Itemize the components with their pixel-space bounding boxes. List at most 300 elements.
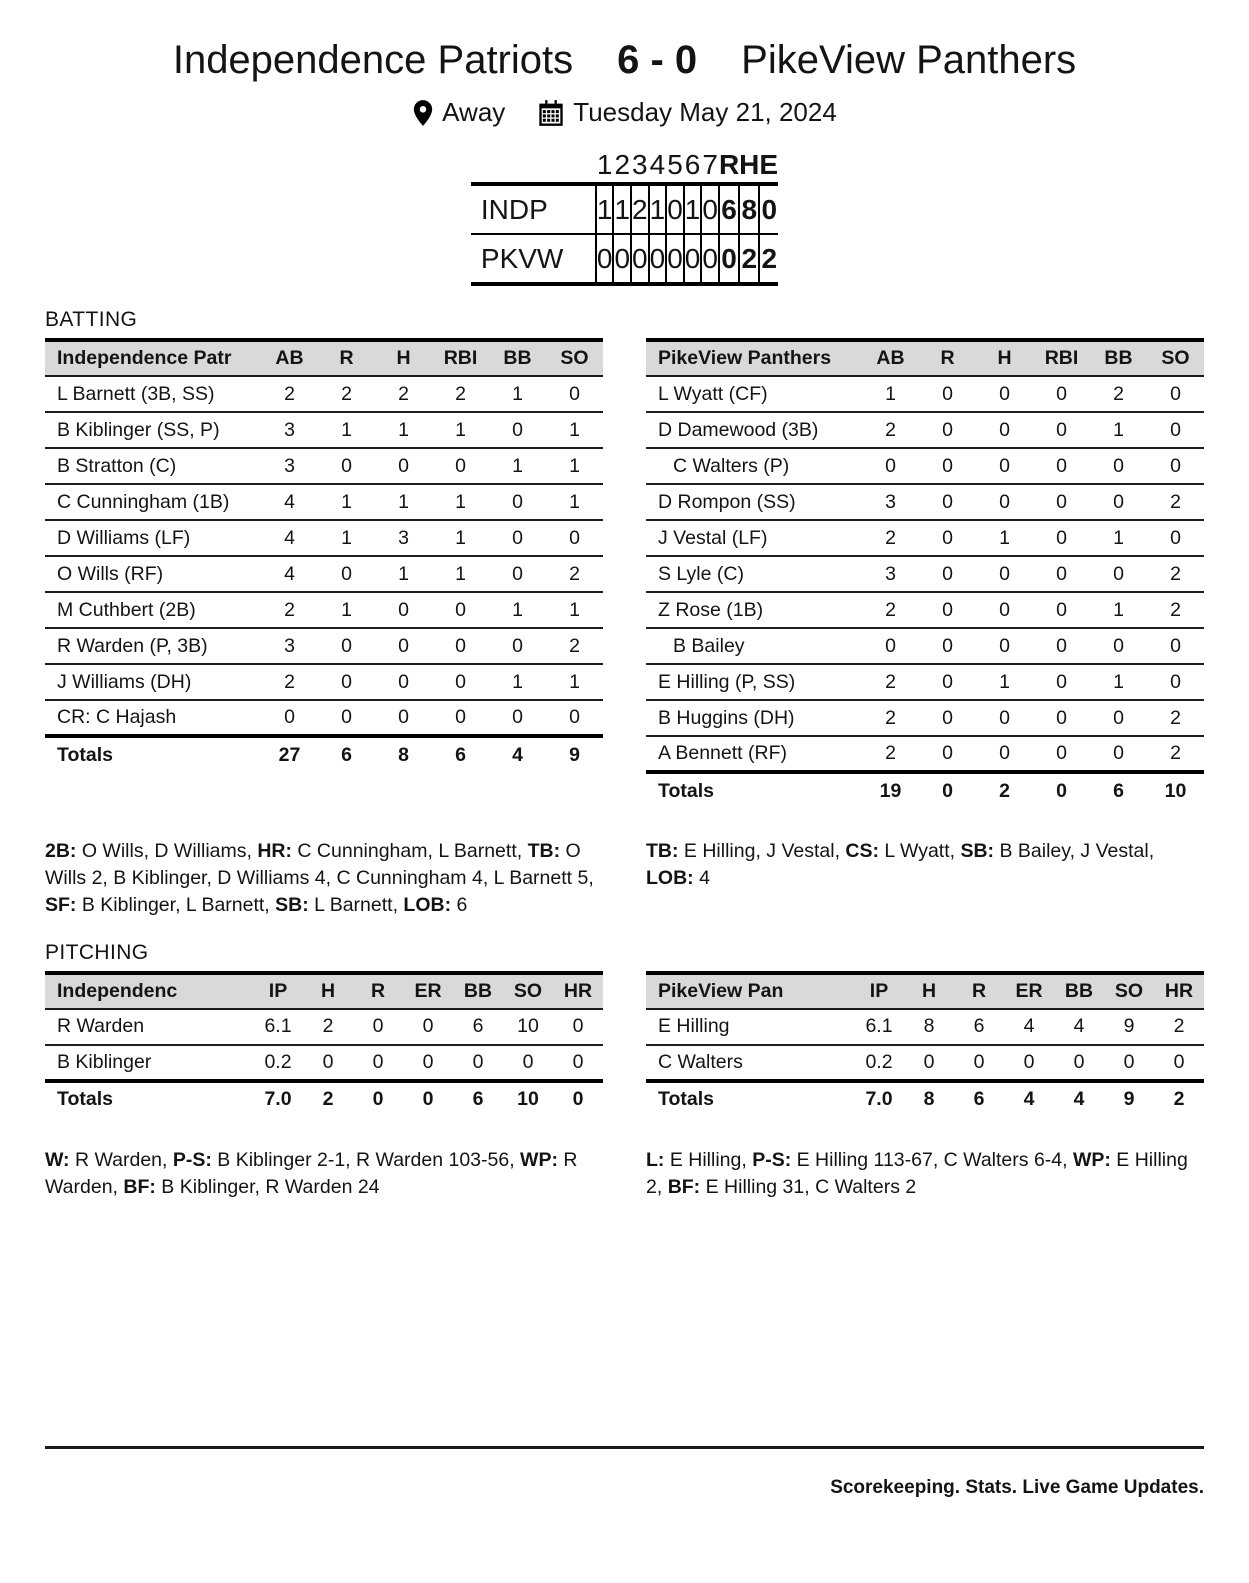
inning-score: 0 — [649, 234, 667, 284]
stat-value: 1 — [375, 484, 432, 520]
stat-value: 0 — [489, 484, 546, 520]
stat-value: 2 — [261, 664, 318, 700]
totals-value: 4 — [489, 736, 546, 772]
stat-value: 0 — [261, 700, 318, 736]
pitching-table-away — [45, 971, 603, 1117]
stat-value: 1 — [432, 412, 489, 448]
stat-value: 0 — [546, 376, 603, 412]
stat-value: 6.1 — [854, 1009, 904, 1045]
stat-value: 4 — [1054, 1009, 1104, 1045]
stat-column-header: H — [904, 973, 954, 1009]
inning-header: 3 — [632, 149, 648, 180]
stat-column-header: R — [318, 340, 375, 376]
totals-label: Totals — [646, 772, 862, 808]
stat-value: 0 — [976, 412, 1033, 448]
stat-column-header: SO — [1104, 973, 1154, 1009]
stat-column-header: HR — [1154, 973, 1204, 1009]
stat-value: 0 — [1090, 628, 1147, 664]
stat-value: 1 — [489, 448, 546, 484]
stat-value: 0 — [1147, 520, 1204, 556]
totals-value: 7.0 — [253, 1081, 303, 1117]
totals-value: 6 — [453, 1081, 503, 1117]
stat-value: 1 — [318, 520, 375, 556]
stat-value: 0 — [976, 448, 1033, 484]
inning-score: 1 — [613, 184, 631, 234]
totals-value: 0 — [353, 1081, 403, 1117]
player-row — [646, 592, 1204, 628]
stat-column-header: AB — [261, 340, 318, 376]
stat-column-header: RBI — [432, 340, 489, 376]
player-row — [45, 700, 603, 736]
player-row — [646, 700, 1204, 736]
stat-value: 0 — [976, 628, 1033, 664]
stat-value: 0 — [1147, 448, 1204, 484]
totals-value: 0 — [1033, 772, 1090, 808]
stat-value: 0.2 — [253, 1045, 303, 1081]
stat-value: 2 — [432, 376, 489, 412]
totals-value: 6 — [432, 736, 489, 772]
stat-column-header: BB — [453, 973, 503, 1009]
linescore-body — [471, 184, 778, 284]
totals-value: 6 — [954, 1081, 1004, 1117]
team-column-header: Independence Patr — [45, 340, 261, 376]
player-row — [646, 628, 1204, 664]
stat-value: 3 — [862, 556, 919, 592]
summary-score: 0 — [759, 184, 778, 234]
stat-value: 1 — [489, 376, 546, 412]
totals-value: 9 — [1104, 1081, 1154, 1117]
stat-value: 0 — [919, 700, 976, 736]
stat-value: 3 — [375, 520, 432, 556]
totals-row — [45, 736, 603, 772]
linescore-table — [471, 148, 778, 286]
batting-table-home — [646, 338, 1204, 808]
stat-column-header: AB — [862, 340, 919, 376]
stat-value: 0 — [976, 376, 1033, 412]
totals-label: Totals — [45, 736, 261, 772]
stat-value: 0 — [1090, 736, 1147, 772]
stat-value: 0 — [1104, 1045, 1154, 1081]
stat-value: 0 — [489, 520, 546, 556]
stat-value: 0 — [432, 448, 489, 484]
stat-value: 0 — [375, 664, 432, 700]
totals-value: 0 — [403, 1081, 453, 1117]
stat-value: 3 — [261, 628, 318, 664]
stat-value: 2 — [261, 592, 318, 628]
inning-score: 0 — [596, 234, 614, 284]
totals-value: 6 — [318, 736, 375, 772]
player-name: L Barnett (3B, SS) — [45, 376, 261, 412]
totals-label: Totals — [646, 1081, 854, 1117]
inning-score: 0 — [666, 184, 684, 234]
stat-value: 0 — [976, 592, 1033, 628]
stat-value: 0 — [1090, 448, 1147, 484]
stat-value: 1 — [546, 484, 603, 520]
player-row — [646, 412, 1204, 448]
player-name: B Kiblinger (SS, P) — [45, 412, 261, 448]
stat-value: 9 — [1104, 1009, 1154, 1045]
pitching-table-home — [646, 971, 1204, 1117]
stat-value: 4 — [261, 484, 318, 520]
stat-column-header: R — [353, 973, 403, 1009]
stat-value: 6 — [453, 1009, 503, 1045]
stat-value: 1 — [546, 592, 603, 628]
player-row — [45, 628, 603, 664]
stat-value: 1 — [489, 592, 546, 628]
game-meta — [45, 97, 1204, 128]
stat-value: 0 — [353, 1009, 403, 1045]
player-row — [646, 736, 1204, 772]
player-name: B Huggins (DH) — [646, 700, 862, 736]
stat-value: 0 — [303, 1045, 353, 1081]
player-row — [646, 484, 1204, 520]
summary-score: 6 — [719, 184, 739, 234]
stat-value: 2 — [862, 664, 919, 700]
stat-value: 0 — [1054, 1045, 1104, 1081]
stat-value: 1 — [318, 484, 375, 520]
player-name: J Vestal (LF) — [646, 520, 862, 556]
game-date: Tuesday May 21, 2024 — [573, 97, 837, 127]
stat-column-header: H — [303, 973, 353, 1009]
inning-score: 0 — [613, 234, 631, 284]
inning-score: 1 — [684, 184, 702, 234]
stat-value: 0 — [1033, 664, 1090, 700]
stat-value: 0 — [432, 628, 489, 664]
stat-value: 1 — [546, 448, 603, 484]
stat-value: 0 — [375, 700, 432, 736]
totals-row — [646, 772, 1204, 808]
totals-value: 9 — [546, 736, 603, 772]
stat-value: 0 — [489, 628, 546, 664]
stat-value: 0 — [1033, 376, 1090, 412]
inning-score: 2 — [631, 184, 649, 234]
batting-table-away — [45, 338, 603, 772]
game-header — [45, 38, 1204, 83]
summary-score: 2 — [739, 234, 759, 284]
stat-value: 4 — [261, 520, 318, 556]
stat-column-header: R — [919, 340, 976, 376]
pitching-columns — [45, 971, 1204, 1201]
stat-value: 0 — [1147, 628, 1204, 664]
stat-column-header: H — [375, 340, 432, 376]
stat-column-header: BB — [489, 340, 546, 376]
player-row — [646, 376, 1204, 412]
stat-value: 0 — [1033, 556, 1090, 592]
stat-value: 0 — [453, 1045, 503, 1081]
stat-value: 6 — [954, 1009, 1004, 1045]
stat-value: 0 — [432, 592, 489, 628]
player-row — [646, 664, 1204, 700]
stat-value: 2 — [1154, 1009, 1204, 1045]
stat-value: 0 — [503, 1045, 553, 1081]
stat-value: 8 — [904, 1009, 954, 1045]
stat-value: 0 — [375, 592, 432, 628]
stat-value: 2 — [1090, 376, 1147, 412]
player-name: C Walters — [646, 1045, 854, 1081]
inning-score: 0 — [631, 234, 649, 284]
inning-header: 7 — [702, 149, 718, 180]
stat-value: 2 — [1147, 556, 1204, 592]
stat-value: 1 — [976, 664, 1033, 700]
stat-value: 0 — [1033, 520, 1090, 556]
stat-value: 0 — [1004, 1045, 1054, 1081]
stat-value: 0 — [1147, 376, 1204, 412]
stat-value: 0 — [432, 700, 489, 736]
stat-value: 0 — [318, 664, 375, 700]
pitching-notes-home: L: E Hilling, P-S: E Hilling 113-67, C Walters 6-4, WP: E Hilling 2, BF: E Hilling 31, C Walters 2 — [646, 1148, 1188, 1198]
stat-value: 1 — [1090, 664, 1147, 700]
totals-value: 27 — [261, 736, 318, 772]
inning-score: 0 — [701, 234, 719, 284]
stat-value: 0 — [318, 448, 375, 484]
team-abbreviation: INDP — [480, 193, 548, 225]
stat-value: 1 — [546, 412, 603, 448]
batting-section-title: BATTING — [45, 308, 138, 331]
inning-score: 1 — [596, 184, 614, 234]
stat-value: 0 — [318, 556, 375, 592]
totals-value: 10 — [1147, 772, 1204, 808]
stat-value: 2 — [1147, 736, 1204, 772]
player-name: C Walters (P) — [646, 448, 862, 484]
stat-value: 2 — [375, 376, 432, 412]
stat-value: 1 — [432, 484, 489, 520]
player-name: D Rompon (SS) — [646, 484, 862, 520]
totals-value: 8 — [375, 736, 432, 772]
player-row — [45, 412, 603, 448]
player-name: B Kiblinger — [45, 1045, 253, 1081]
linescore-team-row — [471, 184, 778, 234]
stat-value: 0 — [353, 1045, 403, 1081]
linescore-header-row — [471, 148, 778, 184]
footer-divider — [45, 1446, 1204, 1449]
stat-value: 0 — [976, 484, 1033, 520]
player-row — [646, 1045, 1204, 1081]
totals-label: Totals — [45, 1081, 253, 1117]
linescore-team-row — [471, 234, 778, 284]
stat-column-header: SO — [546, 340, 603, 376]
player-row — [45, 484, 603, 520]
totals-value: 8 — [904, 1081, 954, 1117]
stat-value: 1 — [546, 664, 603, 700]
totals-value: 2 — [1154, 1081, 1204, 1117]
player-name: R Warden (P, 3B) — [45, 628, 261, 664]
stat-value: 0 — [1033, 412, 1090, 448]
stat-value: 1 — [1090, 412, 1147, 448]
stat-value: 2 — [303, 1009, 353, 1045]
player-name: A Bennett (RF) — [646, 736, 862, 772]
inning-score: 1 — [649, 184, 667, 234]
totals-value: 2 — [976, 772, 1033, 808]
player-name: R Warden — [45, 1009, 253, 1045]
totals-row — [646, 1081, 1204, 1117]
summary-header: R — [718, 149, 740, 180]
stat-value: 0 — [954, 1045, 1004, 1081]
game-location: Away — [442, 97, 506, 127]
stat-value: 0 — [489, 700, 546, 736]
totals-value: 19 — [862, 772, 919, 808]
player-row — [45, 376, 603, 412]
player-name: Z Rose (1B) — [646, 592, 862, 628]
stat-value: 2 — [1147, 592, 1204, 628]
stat-value: 0 — [862, 628, 919, 664]
batting-columns — [45, 338, 1204, 919]
stat-value: 0 — [1033, 484, 1090, 520]
stat-value: 0 — [919, 520, 976, 556]
stat-value: 0 — [546, 520, 603, 556]
totals-value: 7.0 — [854, 1081, 904, 1117]
stat-column-header: R — [954, 973, 1004, 1009]
stat-value: 0 — [919, 592, 976, 628]
player-row — [646, 448, 1204, 484]
inning-score: 0 — [684, 234, 702, 284]
stat-column-header: ER — [1004, 973, 1054, 1009]
totals-value: 2 — [303, 1081, 353, 1117]
player-row — [45, 1045, 603, 1081]
inning-score: 0 — [666, 234, 684, 284]
footer-tagline: Scorekeeping. Stats. Live Game Updates. — [830, 1476, 1204, 1498]
stat-value: 1 — [862, 376, 919, 412]
stat-value: 3 — [862, 484, 919, 520]
linescore-corner-cell — [471, 148, 596, 184]
stat-value: 0 — [1090, 556, 1147, 592]
stat-value: 0 — [318, 628, 375, 664]
stat-value: 2 — [862, 592, 919, 628]
player-name: S Lyle (C) — [646, 556, 862, 592]
stat-column-header: IP — [253, 973, 303, 1009]
stat-value: 0 — [976, 556, 1033, 592]
player-row — [45, 448, 603, 484]
stat-value: 2 — [862, 736, 919, 772]
player-name: M Cuthbert (2B) — [45, 592, 261, 628]
stat-value: 0 — [919, 448, 976, 484]
player-name: L Wyatt (CF) — [646, 376, 862, 412]
player-row — [646, 1009, 1204, 1045]
player-row — [646, 520, 1204, 556]
stat-value: 2 — [1147, 700, 1204, 736]
player-name: B Bailey — [646, 628, 862, 664]
stat-value: 0 — [546, 700, 603, 736]
location-pin-icon — [412, 99, 434, 127]
pitching-section-title: PITCHING — [45, 940, 149, 964]
stat-value: 0 — [403, 1045, 453, 1081]
stat-column-header: HR — [553, 973, 603, 1009]
stat-column-header: RBI — [1033, 340, 1090, 376]
stat-value: 0 — [375, 448, 432, 484]
stat-value: 0 — [919, 664, 976, 700]
stat-column-header: ER — [403, 973, 453, 1009]
stat-value: 6.1 — [253, 1009, 303, 1045]
player-name: J Williams (DH) — [45, 664, 261, 700]
stat-value: 0 — [553, 1045, 603, 1081]
team-column-header: PikeView Panthers — [646, 340, 862, 376]
inning-header: 6 — [684, 149, 701, 180]
stat-value: 1 — [976, 520, 1033, 556]
stat-value: 0 — [976, 700, 1033, 736]
stat-value: 0 — [489, 412, 546, 448]
player-name: CR: C Hajash — [45, 700, 261, 736]
stat-value: 0 — [904, 1045, 954, 1081]
stat-value: 2 — [261, 376, 318, 412]
stat-value: 0 — [919, 556, 976, 592]
player-name: O Wills (RF) — [45, 556, 261, 592]
team-column-header: PikeView Pan — [646, 973, 854, 1009]
stat-value: 2 — [546, 556, 603, 592]
stat-column-header: SO — [1147, 340, 1204, 376]
calendar-icon — [537, 99, 565, 127]
final-score: 6 - 0 — [617, 38, 698, 82]
stat-value: 0 — [1154, 1045, 1204, 1081]
stat-value: 1 — [318, 412, 375, 448]
stat-value: 0 — [919, 736, 976, 772]
stat-value: 2 — [862, 412, 919, 448]
home-team-name: PikeView Panthers — [741, 38, 1077, 82]
team-column-header: Independenc — [45, 973, 253, 1009]
summary-score: 0 — [719, 234, 739, 284]
stat-value: 3 — [261, 448, 318, 484]
inning-header: 4 — [649, 149, 666, 180]
stat-value: 4 — [1004, 1009, 1054, 1045]
inning-score: 0 — [701, 184, 719, 234]
stat-value: 10 — [503, 1009, 553, 1045]
summary-header: H — [739, 149, 760, 180]
inning-header: 2 — [614, 149, 631, 180]
stat-value: 0 — [919, 412, 976, 448]
totals-value: 4 — [1004, 1081, 1054, 1117]
player-row — [45, 592, 603, 628]
stat-value: 1 — [318, 592, 375, 628]
player-name: D Williams (LF) — [45, 520, 261, 556]
player-row — [45, 556, 603, 592]
stat-value: 2 — [862, 520, 919, 556]
stat-value: 1 — [1090, 592, 1147, 628]
stat-value: 0 — [318, 700, 375, 736]
totals-value: 0 — [553, 1081, 603, 1117]
summary-score: 8 — [739, 184, 759, 234]
stat-value: 0 — [432, 664, 489, 700]
player-name: E Hilling (P, SS) — [646, 664, 862, 700]
stat-value: 0 — [1033, 448, 1090, 484]
stat-column-header: BB — [1054, 973, 1104, 1009]
player-name: C Cunningham (1B) — [45, 484, 261, 520]
stat-value: 0 — [919, 628, 976, 664]
stat-value: 2 — [318, 376, 375, 412]
stat-value: 1 — [432, 556, 489, 592]
stat-value: 0 — [489, 556, 546, 592]
totals-row — [45, 1081, 603, 1117]
batting-section — [45, 308, 1204, 919]
player-row — [45, 520, 603, 556]
stat-column-header: SO — [503, 973, 553, 1009]
stat-value: 2 — [546, 628, 603, 664]
stat-value: 3 — [261, 412, 318, 448]
stat-column-header: BB — [1090, 340, 1147, 376]
batting-notes-home: TB: E Hilling, J Vestal, CS: L Wyatt, SB: B Bailey, J Vestal, LOB: 4 — [646, 840, 1155, 889]
inning-header: 5 — [667, 149, 683, 180]
stat-value: 2 — [1147, 484, 1204, 520]
stat-value: 0.2 — [854, 1045, 904, 1081]
player-row — [646, 556, 1204, 592]
stat-value: 0 — [1033, 700, 1090, 736]
stat-value: 0 — [919, 484, 976, 520]
stat-value: 2 — [862, 700, 919, 736]
stat-column-header: H — [976, 340, 1033, 376]
stat-value: 0 — [1147, 412, 1204, 448]
player-name: D Damewood (3B) — [646, 412, 862, 448]
stat-value: 0 — [1090, 484, 1147, 520]
stat-value: 0 — [1090, 700, 1147, 736]
stat-value: 0 — [403, 1009, 453, 1045]
stat-value: 1 — [432, 520, 489, 556]
